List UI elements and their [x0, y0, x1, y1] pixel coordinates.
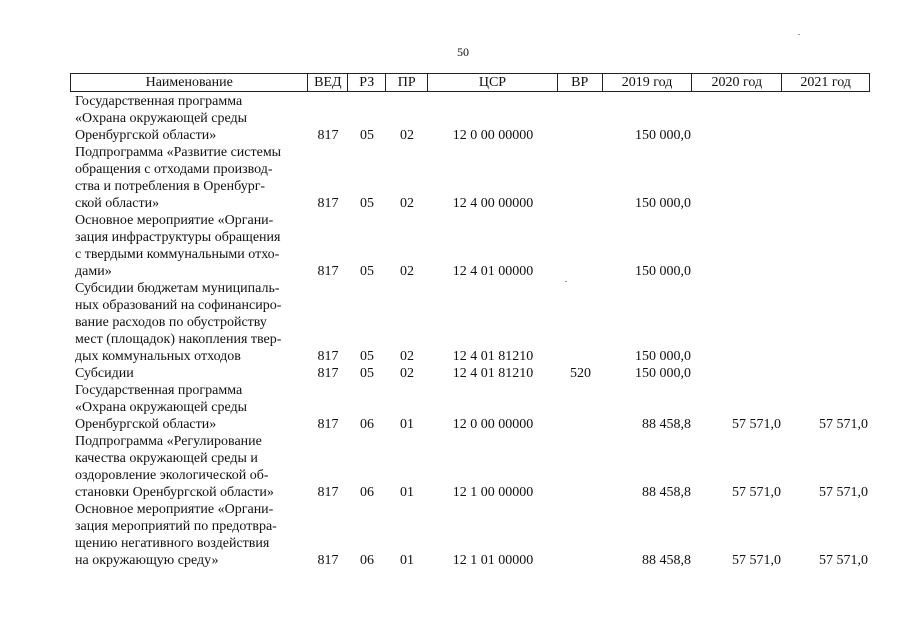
- row-ved: 817: [317, 417, 339, 432]
- row-csr: 12 1 00 00000: [452, 485, 534, 500]
- row-2019: 88 458,8: [642, 553, 691, 568]
- row-vr: 520: [570, 366, 591, 381]
- row-pr: 02: [400, 196, 414, 211]
- row-2020: 57 571,0: [732, 417, 781, 432]
- header-pr: ПР: [386, 74, 428, 91]
- header-2021: 2021 год: [800, 75, 851, 90]
- row-2019: 150 000,0: [635, 196, 691, 211]
- header-rz: РЗ: [348, 74, 386, 91]
- row-name: Государственная программа «Охрана окружающей среды Оренбургской области»: [75, 383, 248, 432]
- row-csr: 12 0 00 00000: [452, 128, 534, 143]
- row-name: Подпрограмма «Регулирование качества окружающей среды и оздоровление экологической об- становки Оренбургской области»: [75, 434, 274, 500]
- header-vr: ВР: [558, 74, 603, 91]
- row-name: Основное мероприятие «Органи- зация инфраструктуры обращения с твердыми коммунальными отхо- дами»: [75, 213, 281, 279]
- row-2019: 150 000,0: [635, 349, 691, 364]
- row-rz: 05: [360, 128, 374, 143]
- table-row: [70, 365, 870, 382]
- row-rz: 06: [360, 485, 374, 500]
- row-2019: 88 458,8: [642, 417, 691, 432]
- table-row: [70, 382, 870, 433]
- row-name: Государственная программа «Охрана окружающей среды Оренбургской области»: [75, 94, 248, 143]
- row-pr: 01: [400, 553, 414, 568]
- row-ved: 817: [317, 264, 339, 279]
- row-csr: 12 1 01 00000: [452, 553, 534, 568]
- page-number: 50: [457, 45, 469, 59]
- row-2019: 150 000,0: [635, 264, 691, 279]
- row-csr: 12 4 00 00000: [452, 196, 534, 211]
- row-name: Основное мероприятие «Органи- зация мероприятий по предотвра- щению негативного воздействия на окружающую среду»: [75, 502, 277, 568]
- row-name: Субсидии: [75, 366, 134, 381]
- row-ved: 817: [317, 366, 339, 381]
- row-2019: 88 458,8: [642, 485, 691, 500]
- row-2021: 57 571,0: [819, 485, 868, 500]
- row-pr: 02: [400, 264, 414, 279]
- row-2021: 57 571,0: [819, 417, 868, 432]
- row-ved: 817: [317, 349, 339, 364]
- row-rz: 06: [360, 553, 374, 568]
- header-name: Наименование: [71, 74, 308, 91]
- row-rz: 05: [360, 264, 374, 279]
- row-pr: 02: [400, 349, 414, 364]
- row-pr: 01: [400, 485, 414, 500]
- row-name: Подпрограмма «Развитие системы обращения с отходами производ- ства и потребления в Оренбург- ской области»: [75, 145, 282, 211]
- table-row: [70, 433, 870, 501]
- row-ved: 817: [317, 553, 339, 568]
- scan-speck: [798, 34, 800, 35]
- row-2019: 150 000,0: [635, 366, 691, 381]
- row-pr: 02: [400, 366, 414, 381]
- header-2020: 2020 год: [692, 74, 782, 91]
- row-rz: 05: [360, 196, 374, 211]
- row-2021: 57 571,0: [819, 553, 868, 568]
- row-ved: 817: [317, 485, 339, 500]
- row-csr: 12 4 01 00000: [452, 264, 534, 279]
- row-rz: 05: [360, 349, 374, 364]
- row-2020: 57 571,0: [732, 485, 781, 500]
- row-csr: 12 0 00 00000: [452, 417, 534, 432]
- table-row: [70, 280, 870, 365]
- row-2019: 150 000,0: [635, 128, 691, 143]
- row-pr: 02: [400, 128, 414, 143]
- header-ved: ВЕД: [308, 74, 348, 91]
- row-rz: 06: [360, 417, 374, 432]
- table-row: [70, 501, 870, 569]
- row-csr: 12 4 01 81210: [452, 366, 534, 381]
- table-row: [70, 93, 870, 144]
- table-body: [70, 93, 870, 569]
- row-ved: 817: [317, 128, 339, 143]
- header-2019: 2019 год: [603, 74, 693, 91]
- row-pr: 01: [400, 417, 414, 432]
- table-header: [70, 73, 870, 92]
- row-ved: 817: [317, 196, 339, 211]
- row-csr: 12 4 01 81210: [452, 349, 534, 364]
- table-row: [70, 144, 870, 212]
- row-name: Субсидии бюджетам муниципаль- ных образований на софинансиро- вание расходов по обустройству мест (площадок) накопления твер- дых коммунальных отходов: [75, 281, 282, 364]
- row-rz: 05: [360, 366, 374, 381]
- header-csr: ЦСР: [428, 74, 558, 91]
- table-row: [70, 212, 870, 280]
- row-2020: 57 571,0: [732, 553, 781, 568]
